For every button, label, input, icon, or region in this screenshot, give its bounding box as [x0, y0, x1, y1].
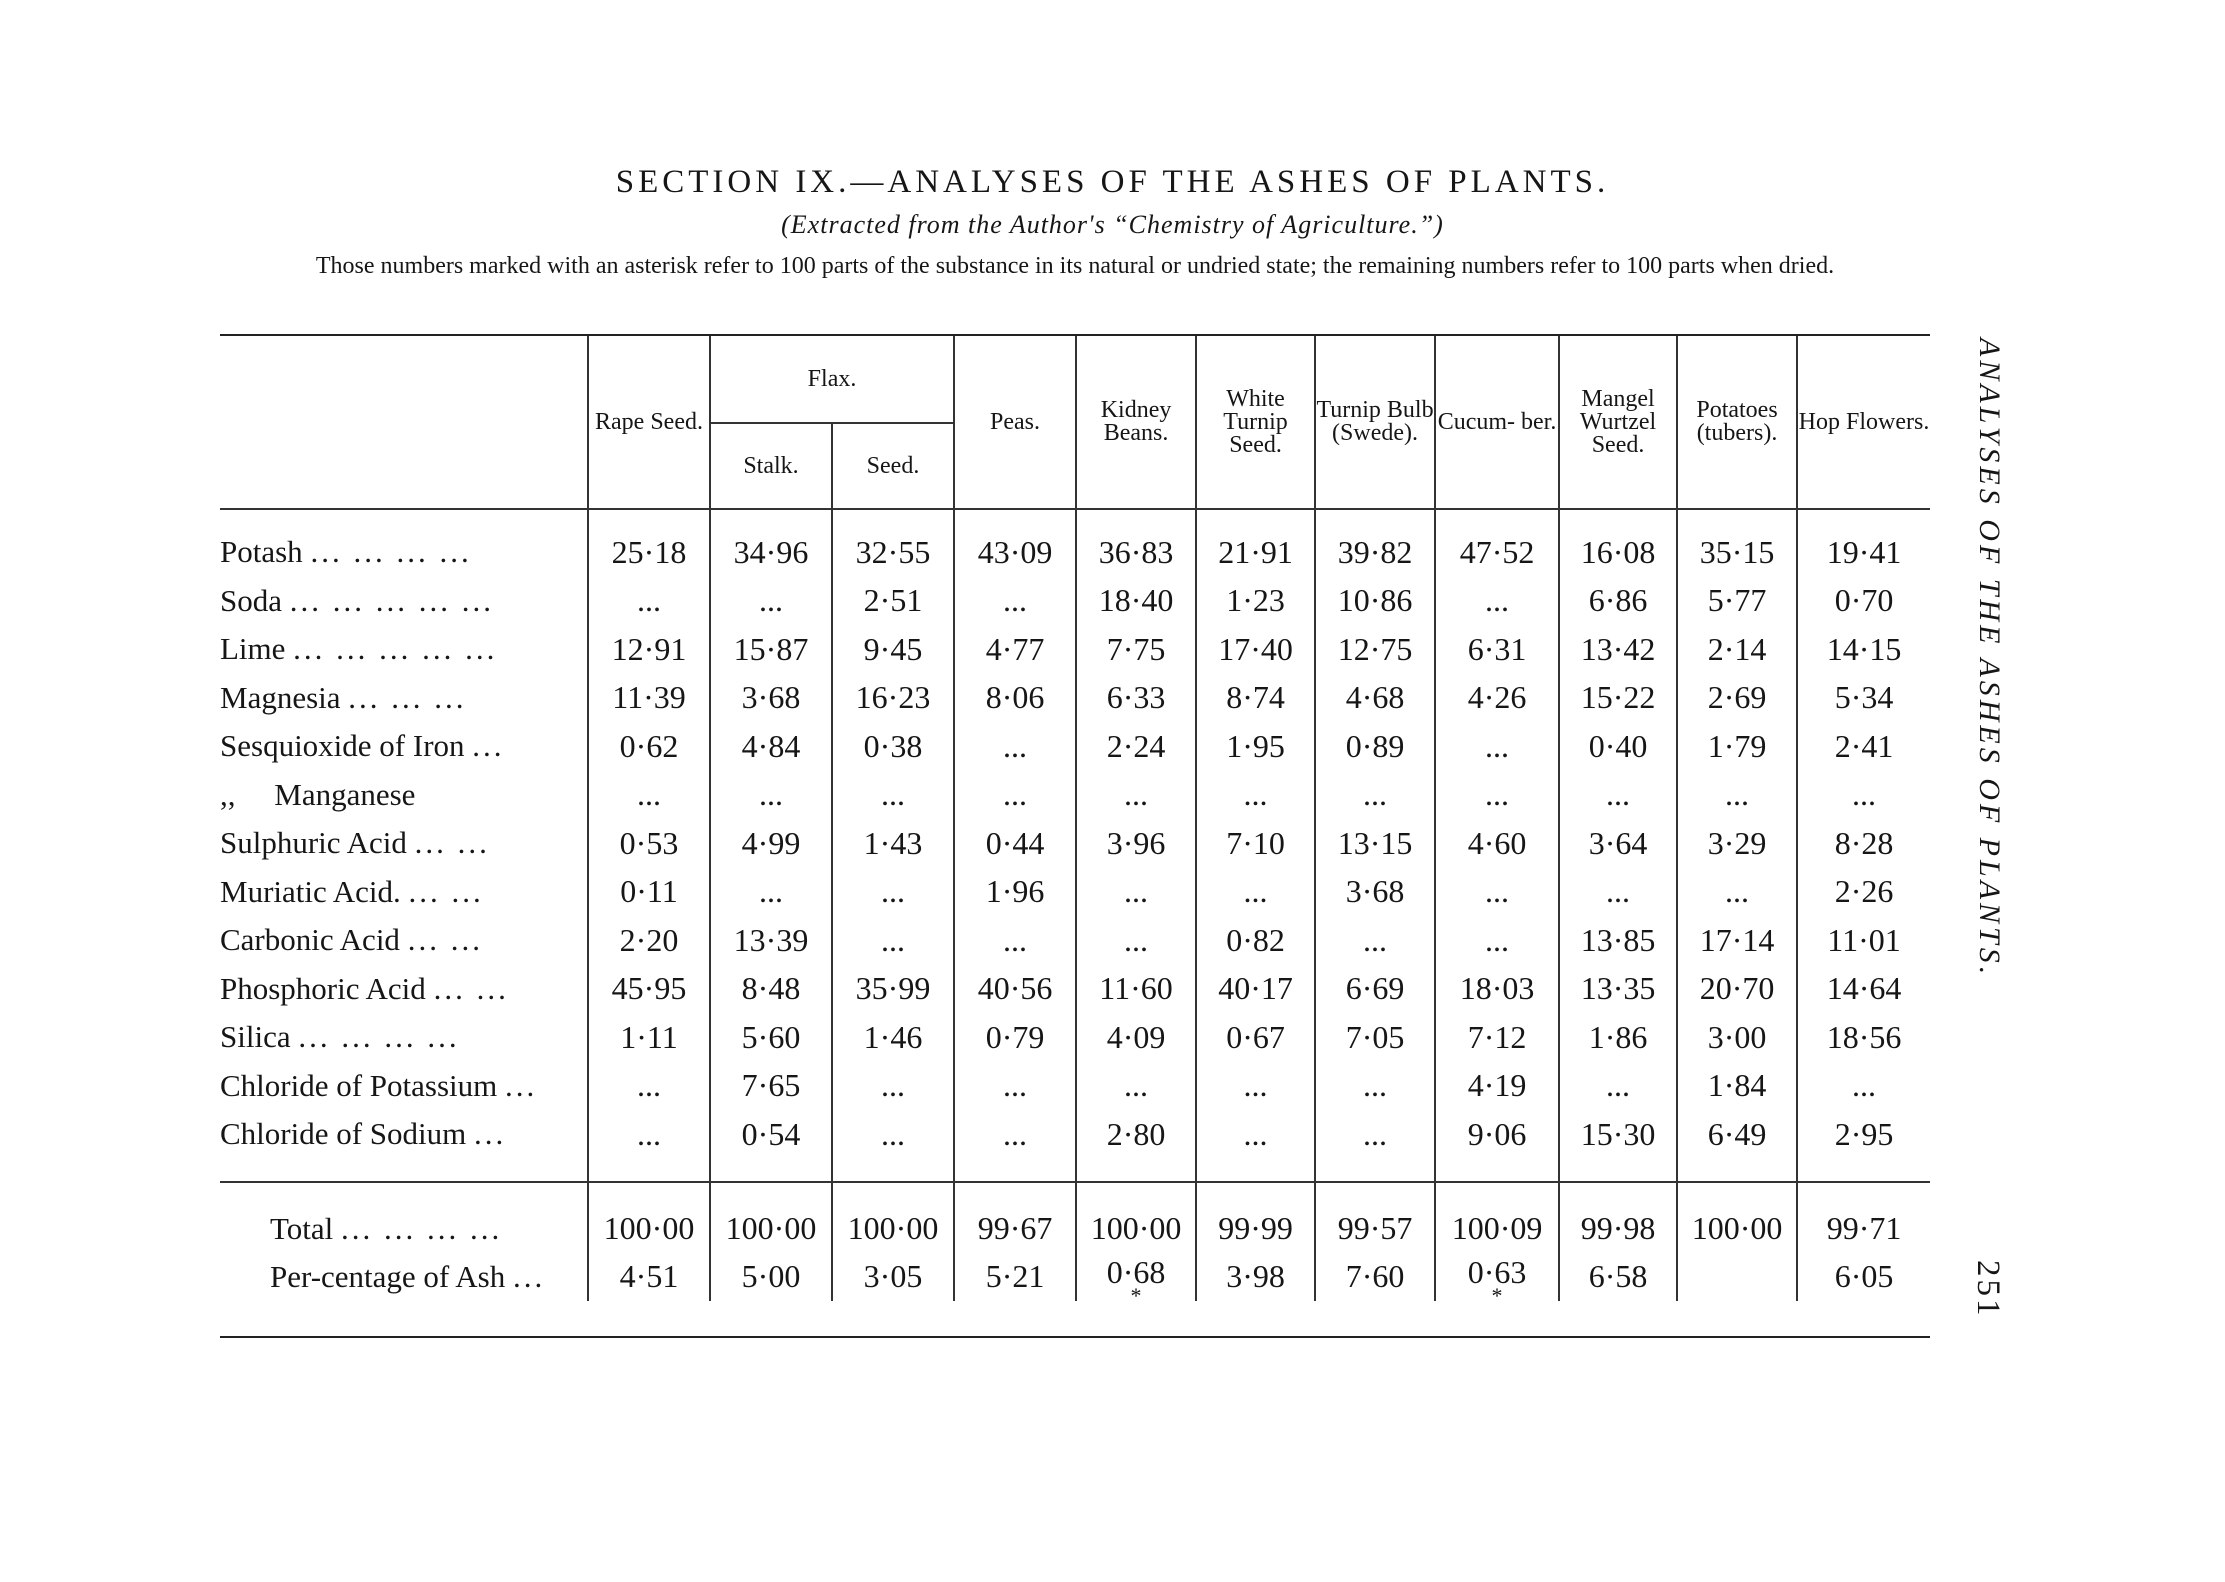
table-cell: 12·75	[1315, 625, 1435, 674]
total-cell: 100·00	[588, 1182, 710, 1253]
table-row	[220, 965, 1930, 1014]
table-cell: 5·77	[1677, 577, 1797, 626]
table-cell: ...	[832, 1062, 954, 1111]
header-kidney-beans: Kidney Beans.	[1076, 336, 1196, 509]
leader-dots: ... ... ... ...	[298, 1019, 460, 1055]
row-label	[220, 1182, 588, 1253]
table-cell: ...	[1435, 868, 1559, 917]
total-cell: 99·99	[1196, 1182, 1315, 1253]
row-label	[220, 1110, 588, 1182]
table-cell: 2·95	[1797, 1110, 1930, 1182]
total-cell: 99·98	[1559, 1182, 1677, 1253]
table-row	[220, 1013, 1930, 1062]
table-cell: 6·49	[1677, 1110, 1797, 1182]
table-cell: 0·53	[588, 819, 710, 868]
table-cell: 1·43	[832, 819, 954, 868]
table-cell: 4·19	[1435, 1062, 1559, 1111]
table-cell: 7·05	[1315, 1013, 1435, 1062]
table-cell: ...	[1196, 1062, 1315, 1111]
table-cell: ...	[1196, 1110, 1315, 1182]
table-cell: 19·41	[1797, 509, 1930, 577]
table-cell: 47·52	[1435, 509, 1559, 577]
table-cell: 1·84	[1677, 1062, 1797, 1111]
table-cell: 2·69	[1677, 674, 1797, 723]
table-cell: 36·83	[1076, 509, 1196, 577]
table-row	[220, 509, 1930, 577]
table-cell: 0·38	[832, 722, 954, 771]
total-cell: 99·57	[1315, 1182, 1435, 1253]
row-label-text: Muriatic Acid.	[220, 873, 401, 909]
page-title: SECTION IX.—ANALYSES OF THE ASHES OF PLANTS.	[615, 164, 1610, 200]
table-cell: 0·70	[1797, 577, 1930, 626]
row-label	[220, 868, 588, 917]
ash-value: 0·63	[1467, 1254, 1527, 1290]
ash-value: 0·68	[1106, 1254, 1166, 1290]
header-rape-seed: Rape Seed.	[588, 336, 710, 509]
table-cell: 11·39	[588, 674, 710, 723]
row-label	[220, 916, 588, 965]
table-row	[220, 577, 1930, 626]
table-cell: ...	[1435, 577, 1559, 626]
table-note: Those numbers marked with an asterisk refer to 100 parts of the substance in its natural or undried state; the remaining numbers refer to 100 parts when dried.	[315, 253, 1835, 279]
table-cell: 0·79	[954, 1013, 1076, 1062]
table-row	[220, 771, 1930, 820]
header-turnip-bulb: Turnip Bulb (Swede).	[1315, 336, 1435, 509]
table-cell: ...	[1315, 771, 1435, 820]
table-cell: ...	[710, 868, 832, 917]
table-cell: 1·79	[1677, 722, 1797, 771]
header-peas: Peas.	[954, 336, 1076, 509]
table-cell: 1·23	[1196, 577, 1315, 626]
total-cell: 100·00	[832, 1182, 954, 1253]
table-cell: 13·85	[1559, 916, 1677, 965]
table-row	[220, 916, 1930, 965]
table-cell: 11·60	[1076, 965, 1196, 1014]
table-body	[220, 509, 1930, 1182]
table-cell: 0·82	[1196, 916, 1315, 965]
leader-dots: ...	[505, 1067, 538, 1103]
table-cell: ...	[1797, 1062, 1930, 1111]
page-number: 251	[1970, 1260, 2006, 1319]
table-cell: 43·09	[954, 509, 1076, 577]
table-cell: 16·23	[832, 674, 954, 723]
table-cell: ...	[1076, 1062, 1196, 1111]
table-cell: 0·40	[1559, 722, 1677, 771]
table-cell: ...	[1196, 771, 1315, 820]
table-cell: 0·62	[588, 722, 710, 771]
table-cell: 3·29	[1677, 819, 1797, 868]
table-cell: ...	[832, 868, 954, 917]
table-row	[220, 868, 1930, 917]
table-cell: ...	[1797, 771, 1930, 820]
leader-dots: ... ...	[407, 922, 483, 958]
table-cell: 4·60	[1435, 819, 1559, 868]
table-cell: 8·06	[954, 674, 1076, 723]
table-cell: 15·30	[1559, 1110, 1677, 1182]
total-cell: 100·00	[710, 1182, 832, 1253]
table-cell: ...	[588, 1062, 710, 1111]
table-cell: 7·12	[1435, 1013, 1559, 1062]
leader-dots: ... ... ... ...	[341, 1210, 503, 1246]
table-row	[220, 722, 1930, 771]
row-label	[220, 1253, 588, 1301]
table-cell: ...	[954, 1110, 1076, 1182]
table-cell: 20·70	[1677, 965, 1797, 1014]
leader-dots: ... ...	[433, 970, 509, 1006]
table-row	[220, 1062, 1930, 1111]
leader-dots: ...	[513, 1258, 546, 1294]
header-mangel-wurtzel-seed: Mangel Wurtzel Seed.	[1559, 336, 1677, 509]
table-cell: 18·03	[1435, 965, 1559, 1014]
row-label	[220, 674, 588, 723]
row-label-text: Silica	[220, 1019, 291, 1055]
table-cell: 9·45	[832, 625, 954, 674]
table-cell: ...	[1196, 868, 1315, 917]
leader-dots: ... ...	[414, 825, 490, 861]
leader-dots: ... ... ... ... ...	[289, 582, 494, 618]
table-cell: 9·06	[1435, 1110, 1559, 1182]
table-cell: 4·84	[710, 722, 832, 771]
ash-cell	[1677, 1253, 1797, 1301]
header-potatoes: Potatoes (tubers).	[1677, 336, 1797, 509]
table-cell: ...	[954, 722, 1076, 771]
table-cell: 1·96	[954, 868, 1076, 917]
table-cell: 0·89	[1315, 722, 1435, 771]
table-cell: ...	[1435, 916, 1559, 965]
row-label-text: Chloride of Sodium	[220, 1116, 467, 1152]
table-cell: 4·99	[710, 819, 832, 868]
leader-dots: ...	[472, 728, 505, 764]
table-cell: 34·96	[710, 509, 832, 577]
leader-dots: ... ... ... ...	[310, 534, 472, 570]
table-cell: 4·26	[1435, 674, 1559, 723]
side-running-title: ANALYSES OF THE ASHES OF PLANTS.	[1973, 338, 2006, 979]
table-cell: 2·24	[1076, 722, 1196, 771]
table-cell: ...	[1076, 771, 1196, 820]
table-cell: ...	[588, 771, 710, 820]
table-cell: 6·69	[1315, 965, 1435, 1014]
ash-cell	[1435, 1253, 1559, 1308]
leader-dots: ... ... ... ... ...	[293, 631, 498, 667]
table-cell: 3·96	[1076, 819, 1196, 868]
table-cell: 13·15	[1315, 819, 1435, 868]
table-cell: 25·18	[588, 509, 710, 577]
table-cell: 7·75	[1076, 625, 1196, 674]
row-label-text: Lime	[220, 631, 286, 667]
table-cell: 5·34	[1797, 674, 1930, 723]
table-cell: 3·68	[1315, 868, 1435, 917]
table-cell: ...	[1315, 916, 1435, 965]
table-cell: 7·10	[1196, 819, 1315, 868]
table-cell: 6·31	[1435, 625, 1559, 674]
header-flax-stalk: Stalk.	[710, 423, 832, 509]
table-row	[220, 819, 1930, 868]
table-cell: 14·64	[1797, 965, 1930, 1014]
total-row	[220, 1182, 1930, 1253]
ash-cell	[1076, 1253, 1196, 1308]
row-label	[220, 577, 588, 626]
header-blank	[220, 336, 588, 509]
table-cell: ...	[954, 916, 1076, 965]
ash-cell: 7·60	[1315, 1253, 1435, 1301]
row-label-text: Chloride of Potassium	[220, 1067, 498, 1103]
table-cell: 13·35	[1559, 965, 1677, 1014]
header-hop-flowers: Hop Flowers.	[1797, 336, 1930, 509]
ash-analysis-table	[220, 334, 1930, 1338]
table-row	[220, 1110, 1930, 1182]
table-cell: 35·15	[1677, 509, 1797, 577]
header-flax-seed: Seed.	[832, 423, 954, 509]
table-cell: 2·41	[1797, 722, 1930, 771]
row-label-text: Potash	[220, 534, 303, 570]
total-cell: 100·00	[1076, 1182, 1196, 1253]
table-row	[220, 674, 1930, 723]
table-cell: 40·56	[954, 965, 1076, 1014]
row-label-text: Sulphuric Acid	[220, 825, 407, 861]
row-label-text: Per-centage of Ash	[270, 1258, 506, 1294]
table-cell: 40·17	[1196, 965, 1315, 1014]
table-cell: ...	[588, 1110, 710, 1182]
header-cucumber: Cucum- ber.	[1435, 336, 1559, 509]
header-flax: Flax.	[710, 336, 954, 423]
table-cell: 1·95	[1196, 722, 1315, 771]
table-cell: 35·99	[832, 965, 954, 1014]
table-cell: ...	[954, 577, 1076, 626]
total-cell: 100·09	[1435, 1182, 1559, 1253]
page-subtitle: (Extracted from the Author's “Chemistry of Agriculture.”)	[781, 210, 1444, 239]
table-cell: 0·11	[588, 868, 710, 917]
table-cell: ...	[1076, 868, 1196, 917]
table-cell: 10·86	[1315, 577, 1435, 626]
table-cell: 8·48	[710, 965, 832, 1014]
table-cell: ...	[1677, 771, 1797, 820]
table-cell: ...	[1559, 868, 1677, 917]
row-label-text: Carbonic Acid	[220, 922, 400, 958]
table-cell: ...	[954, 1062, 1076, 1111]
header-white-turnip-seed: White Turnip Seed.	[1196, 336, 1315, 509]
table-cell: 2·26	[1797, 868, 1930, 917]
row-label	[220, 1013, 588, 1062]
table-cell: 15·22	[1559, 674, 1677, 723]
table-cell: 3·00	[1677, 1013, 1797, 1062]
table-cell: 12·91	[588, 625, 710, 674]
table-cell: 2·20	[588, 916, 710, 965]
table-cell: 15·87	[710, 625, 832, 674]
ash-cell: 5·00	[710, 1253, 832, 1301]
table-cell: 4·68	[1315, 674, 1435, 723]
table-cell: 18·56	[1797, 1013, 1930, 1062]
ash-percentage-row	[220, 1253, 1930, 1301]
table-cell: ...	[1076, 916, 1196, 965]
table-cell: 2·51	[832, 577, 954, 626]
leader-dots: ... ... ...	[348, 679, 467, 715]
row-label	[220, 965, 588, 1014]
table-cell: ...	[710, 577, 832, 626]
table-cell: 5·60	[710, 1013, 832, 1062]
table-cell: ...	[710, 771, 832, 820]
table-cell: ...	[1559, 1062, 1677, 1111]
table-cell: 11·01	[1797, 916, 1930, 965]
table-cell: 6·33	[1076, 674, 1196, 723]
table-cell: ...	[832, 1110, 954, 1182]
table-cell: ...	[588, 577, 710, 626]
table-cell: 1·11	[588, 1013, 710, 1062]
ash-cell: 4·51	[588, 1253, 710, 1301]
ash-cell: 3·98	[1196, 1253, 1315, 1301]
leader-dots: ...	[474, 1116, 507, 1152]
table-cell: 2·80	[1076, 1110, 1196, 1182]
table-cell: 21·91	[1196, 509, 1315, 577]
table-cell: 17·14	[1677, 916, 1797, 965]
table-cell: ...	[1435, 771, 1559, 820]
row-label	[220, 771, 588, 820]
table-cell: 18·40	[1076, 577, 1196, 626]
row-label	[220, 509, 588, 577]
row-label-text: ,, Manganese	[220, 776, 416, 812]
table-row	[220, 625, 1930, 674]
table-cell: 3·64	[1559, 819, 1677, 868]
asterisk-mark: *	[1130, 1283, 1142, 1308]
total-cell: 99·71	[1797, 1182, 1930, 1253]
ash-cell: 6·05	[1797, 1253, 1930, 1301]
ash-cell: 6·58	[1559, 1253, 1677, 1301]
table-cell: 0·67	[1196, 1013, 1315, 1062]
table-cell: 45·95	[588, 965, 710, 1014]
row-label	[220, 819, 588, 868]
row-label	[220, 1062, 588, 1111]
table-cell: 8·74	[1196, 674, 1315, 723]
table-cell: ...	[1315, 1062, 1435, 1111]
table-cell: 17·40	[1196, 625, 1315, 674]
table-cell: 0·44	[954, 819, 1076, 868]
table-cell: 6·86	[1559, 577, 1677, 626]
table-cell: 16·08	[1559, 509, 1677, 577]
table-cell: ...	[1315, 1110, 1435, 1182]
row-label-text: Sesquioxide of Iron	[220, 728, 465, 764]
table-cell: 1·46	[832, 1013, 954, 1062]
table-cell: 13·42	[1559, 625, 1677, 674]
table-cell: 2·14	[1677, 625, 1797, 674]
table-cell: 4·09	[1076, 1013, 1196, 1062]
table-cell: 0·54	[710, 1110, 832, 1182]
table-cell: 13·39	[710, 916, 832, 965]
total-cell: 100·00	[1677, 1182, 1797, 1253]
table-cell: 32·55	[832, 509, 954, 577]
table-totals	[220, 1182, 1930, 1308]
table-cell: 4·77	[954, 625, 1076, 674]
table-cell: ...	[832, 916, 954, 965]
table-cell: 39·82	[1315, 509, 1435, 577]
row-label	[220, 722, 588, 771]
row-label-text: Total	[270, 1210, 334, 1246]
table-cell: 14·15	[1797, 625, 1930, 674]
table-cell: ...	[1559, 771, 1677, 820]
table-cell: ...	[1677, 868, 1797, 917]
table-cell: ...	[954, 771, 1076, 820]
total-cell: 99·67	[954, 1182, 1076, 1253]
asterisk-mark: *	[1491, 1283, 1503, 1308]
table-cell: 8·28	[1797, 819, 1930, 868]
table-cell: ...	[1435, 722, 1559, 771]
table-cell: ...	[832, 771, 954, 820]
row-label-text: Phosphoric Acid	[220, 970, 426, 1006]
table-cell: 7·65	[710, 1062, 832, 1111]
row-label-text: Soda	[220, 582, 282, 618]
row-label-text: Magnesia	[220, 679, 341, 715]
ash-cell: 3·05	[832, 1253, 954, 1301]
leader-dots: ... ...	[408, 873, 484, 909]
row-label	[220, 625, 588, 674]
table-cell: 3·68	[710, 674, 832, 723]
table-cell: 1·86	[1559, 1013, 1677, 1062]
ash-cell: 5·21	[954, 1253, 1076, 1301]
